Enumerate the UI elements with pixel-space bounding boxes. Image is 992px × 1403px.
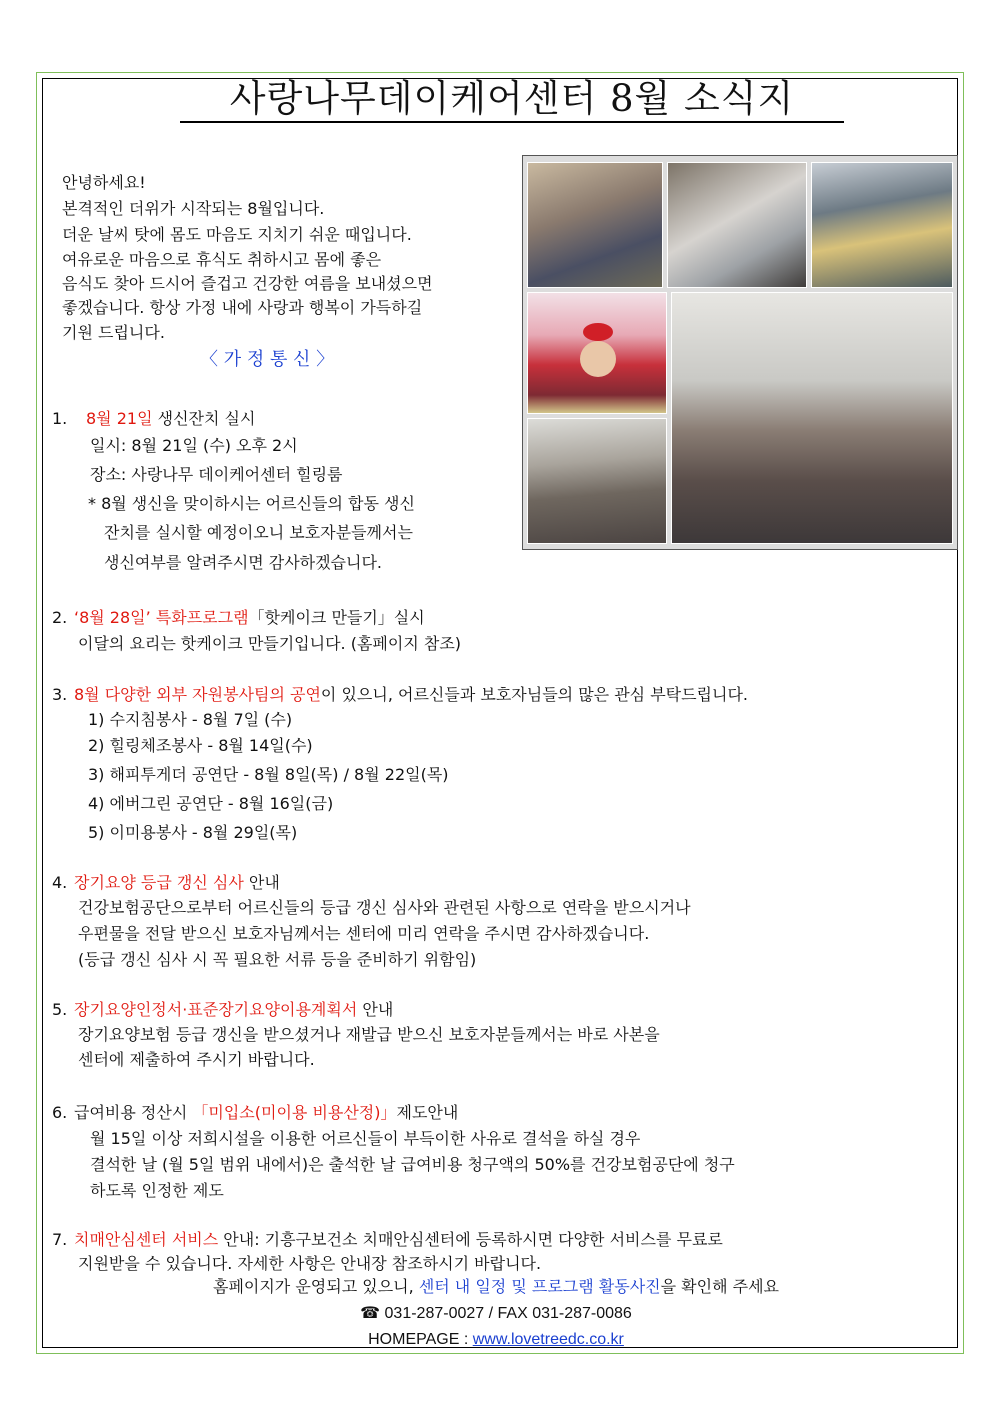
item-line: 이달의 요리는 핫케이크 만들기입니다. (홈페이지 참조) [78,634,462,653]
item-highlight: 장기요양인정서·표준장기요양이용계획서 [74,1000,358,1019]
section-title: 〈 가 정 통 신 〉 [200,349,335,370]
footer-homepage [0,1330,992,1350]
item-line: 장소: 사랑나무 데이케어센터 힐링룸 [90,465,343,484]
item-number: 5. [52,1000,68,1019]
item-heading-rest: 「핫케이크 만들기」실시 [248,608,425,627]
item-line: 센터에 제출하여 주시기 바랍니다. [78,1050,315,1069]
telephone-icon: ☎ [360,1305,385,1322]
item-heading-rest: 생신잔치 실시 [152,409,256,428]
item-line: 우편물을 전달 받으신 보호자님께서는 센터에 미리 연락을 주시면 감사하겠습니다. [78,924,650,943]
activity-photo [527,418,667,544]
item-heading [74,1103,458,1123]
footer-highlight: 센터 내 일정 및 프로그램 활동사진 [418,1277,661,1296]
homepage-label: HOMEPAGE : [368,1331,473,1348]
item-heading-rest: 제도안내 [396,1103,459,1122]
item-highlight: 「미입소(미이용 비용산정)」 [192,1103,397,1122]
greeting-line: 여유로운 마음으로 휴식도 취하시고 몸에 좋은 [62,250,382,269]
activity-photo [811,162,953,288]
greeting-line: 기원 드립니다. [62,323,165,342]
item-line: 잔치를 실시할 예정이오니 보호자분들께서는 [104,523,413,542]
activity-photo [527,162,663,288]
item-highlight: ‘8월 28일’ 특화프로그램 [74,608,249,627]
item-line: 건강보험공단으로부터 어르신들의 등급 갱신 심사와 관련된 사항으로 연락을 받으시거나 [78,898,691,917]
list-item: 5) 이미용봉사 - 8월 29일(목) [88,823,298,842]
item-line: 결석한 날 (월 5일 범위 내에서)은 출석한 날 급여비용 청구액의 50%를 건강보험공단에 청구 [90,1155,735,1174]
page-title: 사랑나무데이케어센터 8월 소식지 [229,77,795,120]
item-heading [74,608,425,628]
greeting-line: 안녕하세요! [62,173,146,192]
footer-post: 을 확인해 주세요 [660,1277,780,1296]
item-line: 월 15일 이상 저희시설을 이용한 어르신들이 부득이한 사유로 결석을 하실 경우 [90,1129,641,1148]
list-item: 4) 에버그린 공연단 - 8월 16일(금) [88,794,334,813]
item-line: * 8월 생신을 맞이하시는 어르신들의 합동 생신 [88,494,415,513]
item-number: 2. [52,608,68,627]
item-highlight: 장기요양 등급 갱신 심사 [74,873,244,892]
list-item: 1) 수지침봉사 - 8월 7일 (수) [88,710,293,729]
item-heading-rest: 이 있으니, 어르신들과 보호자님들의 많은 관심 부탁드립니다. [320,685,749,704]
activity-photo [667,162,807,288]
item-heading-rest: 안내 [357,1000,394,1019]
greeting-line: 음식도 찾아 드시어 즐겁고 건강한 여름을 보내셨으면 [62,274,433,293]
item-highlight: 치매안심센터 서비스 [74,1230,219,1249]
item-number: 1. [52,409,68,428]
item-heading-rest: 안내 [243,873,280,892]
item-heading [74,1000,393,1020]
list-item: 3) 해피투게더 공연단 - 8월 8일(목) / 8월 22일(목) [88,765,449,784]
title-underline [180,121,844,123]
item-highlight: 8월 다양한 외부 자원봉사팀의 공연 [74,685,321,704]
greeting-line: 본격적인 더위가 시작되는 8월입니다. [62,199,325,218]
item-line: 지원받을 수 있습니다. 자세한 사항은 안내장 참조하시기 바랍니다. [78,1254,542,1273]
item-highlight: 8월 21일 [86,409,153,428]
item-number: 3. [52,685,68,704]
item-number: 4. [52,873,68,892]
item-heading-pre: 급여비용 정산시 [74,1103,193,1122]
birthday-photo [527,292,667,414]
item-line: 장기요양보험 등급 갱신을 받으셨거나 재발급 받으신 보호자분들께서는 바로 사본을 [78,1025,660,1044]
item-heading [74,873,280,893]
item-line: 생신여부를 알려주시면 감사하겠습니다. [104,553,383,572]
item-heading [74,685,748,705]
footer-contact [0,1304,992,1324]
list-item: 2) 힐링체조봉사 - 8월 14일(수) [88,736,313,755]
item-heading [86,409,255,429]
item-heading-rest: 안내: 기흥구보건소 치매안심센터에 등록하시면 다양한 서비스를 무료로 [218,1230,723,1249]
footer-notice [0,1277,992,1297]
item-line: 하도록 인정한 제도 [90,1181,224,1200]
phone-fax: 031-287-0027 / FAX 031-287-0086 [384,1305,632,1322]
homepage-link[interactable]: www.lovetreedc.co.kr [472,1331,624,1348]
item-line: 일시: 8월 21일 (수) 오후 2시 [90,436,298,455]
footer-pre: 홈페이지가 운영되고 있으니, [212,1277,419,1296]
ribbon-shape [583,323,613,341]
item-number: 6. [52,1103,68,1122]
item-heading [74,1230,723,1250]
face-shape [580,341,616,377]
audience-photo [671,292,953,544]
item-line: (등급 갱신 심사 시 꼭 필요한 서류 등을 준비하기 위함임) [78,950,477,969]
item-number: 7. [52,1230,68,1249]
greeting-line: 더운 날씨 탓에 몸도 마음도 지치기 쉬운 때입니다. [62,225,412,244]
greeting-line: 좋겠습니다. 항상 가정 내에 사랑과 행복이 가득하길 [62,298,423,317]
photo-collage [522,155,958,550]
